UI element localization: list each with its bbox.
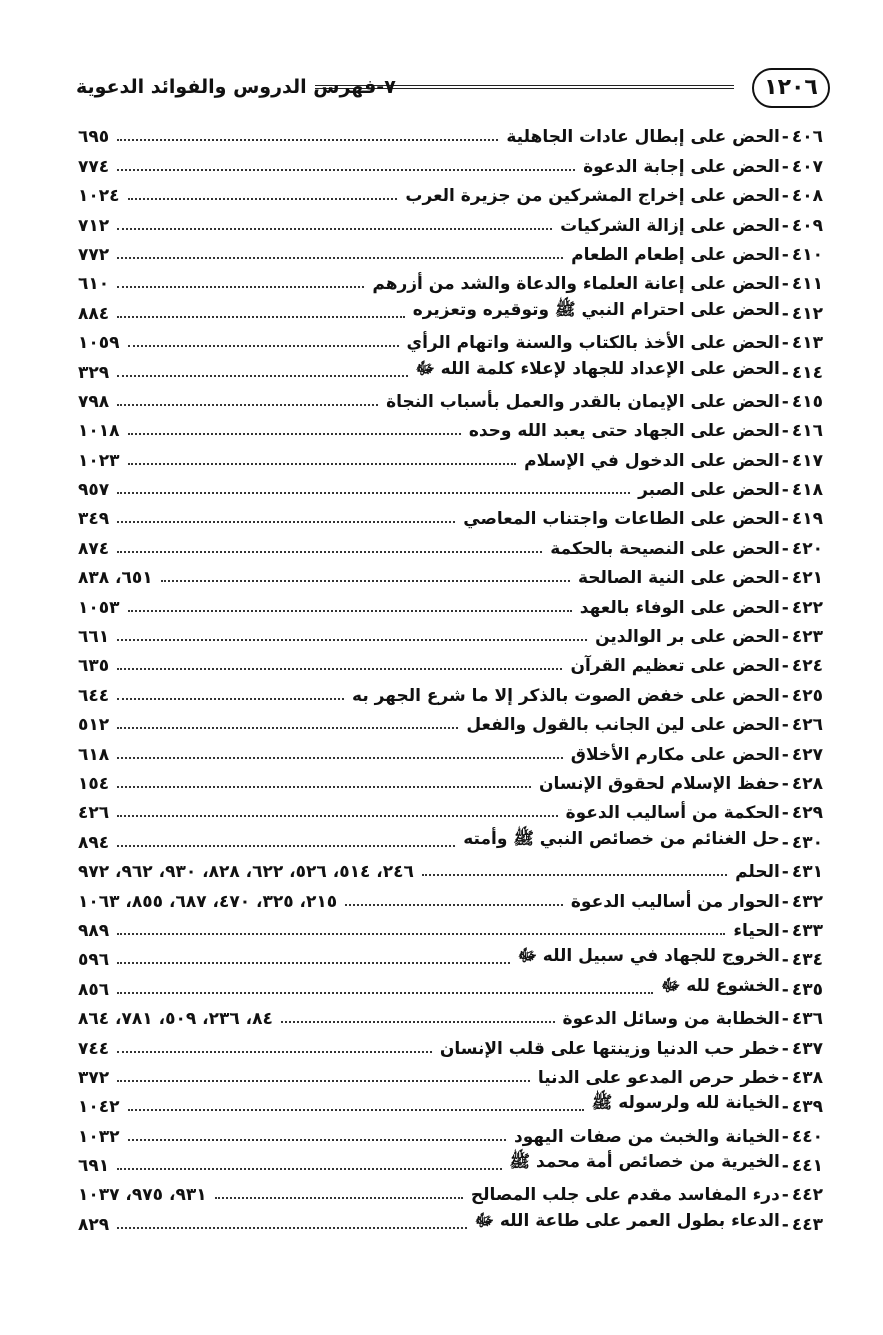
entry-title: حل الغنائم من خصائص النبي ﷺ وأمته <box>463 828 780 849</box>
entry-number: ٤٣٠ <box>791 832 823 853</box>
entry-dash: - <box>781 950 790 971</box>
entry-number: ٤٠٨ <box>791 186 823 207</box>
index-entry <box>78 529 823 558</box>
dot-leader <box>117 668 562 670</box>
entry-number: ٤٢٣ <box>791 627 823 648</box>
dot-leader <box>117 228 552 230</box>
entry-title: الحض على النصيحة بالحكمة <box>550 538 780 559</box>
entry-title: الحض على الوفاء بالعهد <box>579 597 780 618</box>
entry-dash: - <box>781 832 790 853</box>
entry-title: الحض على إجابة الدعوة <box>583 156 780 177</box>
dot-leader <box>117 962 510 964</box>
entry-dash: - <box>781 979 790 1000</box>
entry-title: الخيرية من خصائص أمة محمد ﷺ <box>509 1152 780 1173</box>
entry-dash: - <box>781 303 790 324</box>
entry-dash: - <box>781 1126 790 1147</box>
entry-page-numbers: ٧٩٨ <box>78 391 110 412</box>
dot-leader <box>215 1197 463 1199</box>
entry-page-numbers: ٦٩١ <box>78 1156 110 1177</box>
entry-number: ٤٢٥ <box>791 685 823 706</box>
entry-number: ٤٢٨ <box>791 773 823 794</box>
entry-page-numbers: ٥١٢ <box>78 715 110 736</box>
index-entry <box>78 1000 823 1029</box>
entry-title: الحض على تعظيم القرآن <box>570 656 780 677</box>
entry-page-numbers: ٨٢٩ <box>78 1214 110 1235</box>
dot-leader <box>128 198 398 200</box>
entry-number: ٤١٥ <box>791 391 823 412</box>
index-entry <box>78 941 823 970</box>
entry-dash: - <box>781 1185 790 1206</box>
entry-number: ٤١٧ <box>791 450 823 471</box>
entry-title: الحياء <box>733 920 780 941</box>
entry-dash: - <box>781 362 790 383</box>
entry-dash: - <box>781 274 790 295</box>
index-entry <box>78 1059 823 1088</box>
entry-title: الحض على إعانة العلماء والدعاة والشد من أزرهم <box>372 274 780 295</box>
entry-dash: - <box>781 1038 790 1059</box>
entry-page-numbers: ٤٢٦ <box>78 803 110 824</box>
index-entry <box>78 412 823 441</box>
index-entry <box>78 294 823 323</box>
entry-number: ٤١٨ <box>791 480 823 501</box>
index-entry <box>78 912 823 941</box>
dot-leader <box>117 815 557 817</box>
entry-page-numbers: ٦٣٥ <box>78 656 110 677</box>
index-entry <box>78 588 823 617</box>
dot-leader <box>422 874 727 876</box>
index-entry <box>78 147 823 176</box>
entry-page-numbers: ١٠١٨ <box>78 421 120 442</box>
entry-title: الخيانة لله ولرسوله ﷺ <box>591 1093 780 1114</box>
entry-number: ٤١١ <box>791 274 823 295</box>
entry-page-numbers: ٩٨٩ <box>78 920 110 941</box>
index-entry <box>78 1205 823 1234</box>
entry-page-numbers: ١٠٥٣ <box>78 597 120 618</box>
index-entry <box>78 853 823 882</box>
entry-title: الحض على خفض الصوت بالذكر إلا ما شرع الجهر به <box>352 685 780 706</box>
index-entry <box>78 882 823 911</box>
entry-title: الحض على الدخول في الإسلام <box>524 450 780 471</box>
entry-page-numbers: ١٠٢٣ <box>78 450 120 471</box>
entry-number: ٤٣٦ <box>791 1009 823 1030</box>
dot-leader <box>117 139 498 141</box>
dot-leader <box>128 433 461 435</box>
dot-leader <box>117 257 563 259</box>
entry-dash: - <box>781 215 790 236</box>
dot-leader <box>117 1080 530 1082</box>
index-entry <box>78 500 823 529</box>
entry-number: ٤٣٢ <box>791 891 823 912</box>
entry-page-numbers: ٨٥٦ <box>78 979 110 1000</box>
dot-leader <box>117 1168 501 1170</box>
entry-page-numbers: ٧٧٤ <box>78 156 110 177</box>
index-entry <box>78 177 823 206</box>
entry-page-numbers: ١٠٥٩ <box>78 333 120 354</box>
entry-title: الحوار من أساليب الدعوة <box>570 891 780 912</box>
entry-page-numbers: ٥٩٦ <box>78 950 110 971</box>
entry-page-numbers: ٢٤٦، ٥١٤، ٥٢٦، ٦٢٢، ٨٢٨، ٩٣٠، ٩٦٢، ٩٧٢ <box>78 862 414 883</box>
entry-page-numbers: ١٠٣٢ <box>78 1126 120 1147</box>
index-entry <box>78 1088 823 1117</box>
entry-number: ٤١٢ <box>791 303 823 324</box>
entry-title: الحض على النية الصالحة <box>577 568 780 589</box>
entry-number: ٤٣٨ <box>791 1067 823 1088</box>
entry-page-numbers: ٨٧٤ <box>78 538 110 559</box>
entry-dash: - <box>781 773 790 794</box>
entry-page-numbers: ٧٤٤ <box>78 1038 110 1059</box>
entry-dash: - <box>781 1009 790 1030</box>
entry-dash: - <box>781 1097 790 1118</box>
entry-page-numbers: ٩٣١، ٩٧٥، ١٠٣٧ <box>78 1185 207 1206</box>
entry-dash: - <box>781 715 790 736</box>
entry-dash: - <box>781 538 790 559</box>
entry-page-numbers: ٦٦١ <box>78 627 110 648</box>
entry-page-numbers: ٩٥٧ <box>78 480 110 501</box>
dot-leader <box>117 286 364 288</box>
dot-leader <box>117 551 542 553</box>
entry-title: الحض على مكارم الأخلاق <box>570 744 780 765</box>
entry-title: الحض على الصبر <box>638 480 780 501</box>
index-entry <box>78 618 823 647</box>
entry-title: الحض على الطاعات واجتناب المعاصي <box>463 509 780 530</box>
chapter-title: ٧-فهرس الدروس والفوائد الدعوية <box>76 76 396 98</box>
dot-leader <box>117 727 458 729</box>
entry-dash: - <box>781 421 790 442</box>
dot-leader <box>117 639 587 641</box>
entry-title: الحض على الجهاد حتى يعبد الله وحده <box>468 421 780 442</box>
entry-title: الحض على الإيمان بالقدر والعمل بأسباب النجاة <box>386 391 780 412</box>
entry-page-numbers: ٣٤٩ <box>78 509 110 530</box>
entry-page-numbers: ٦٩٥ <box>78 127 110 148</box>
dot-leader <box>117 786 531 788</box>
entry-page-numbers: ٣٢٩ <box>78 362 110 383</box>
entry-dash: - <box>781 333 790 354</box>
dot-leader <box>345 904 563 906</box>
index-entry <box>78 735 823 764</box>
entry-dash: - <box>781 891 790 912</box>
entry-number: ٤١٤ <box>791 362 823 383</box>
dot-leader <box>117 404 378 406</box>
entry-number: ٤١٣ <box>791 333 823 354</box>
entry-page-numbers: ١٠٢٤ <box>78 186 120 207</box>
entry-number: ٤٤٢ <box>791 1185 823 1206</box>
entry-page-numbers: ٨٤، ٢٣٦، ٥٠٩، ٧٨١، ٨٦٤ <box>78 1009 273 1030</box>
entry-page-numbers: ٨٨٤ <box>78 303 110 324</box>
entry-page-numbers: ٢١٥، ٣٢٥، ٤٧٠، ٦٨٧، ٨٥٥، ١٠٦٣ <box>78 891 338 912</box>
index-entry <box>78 1029 823 1058</box>
dot-leader <box>117 845 455 847</box>
entry-dash: - <box>781 1214 790 1235</box>
index-entry <box>78 676 823 705</box>
entry-title: الحض على إطعام الطعام <box>571 244 780 265</box>
entry-title: الحكمة من أساليب الدعوة <box>565 803 780 824</box>
entry-number: ٤٢٩ <box>791 803 823 824</box>
entry-number: ٤٣٩ <box>791 1097 823 1118</box>
index-entry <box>78 471 823 500</box>
entry-number: ٤٣١ <box>791 862 823 883</box>
index-entry <box>78 265 823 294</box>
entry-title: الحض على الأخذ بالكتاب والسنة واتهام الرأي <box>406 333 780 354</box>
entry-dash: - <box>781 803 790 824</box>
index-entry <box>78 353 823 382</box>
index-entry <box>78 118 823 147</box>
entry-page-numbers: ١٠٤٢ <box>78 1097 120 1118</box>
index-entry <box>78 823 823 852</box>
entry-title: درء المفاسد مقدم على جلب المصالح <box>470 1185 780 1206</box>
entry-dash: - <box>781 627 790 648</box>
entry-number: ٤٣٥ <box>791 979 823 1000</box>
index-entry <box>78 559 823 588</box>
dot-leader <box>281 1021 555 1023</box>
entry-number: ٤٢٦ <box>791 715 823 736</box>
dot-leader <box>161 580 570 582</box>
index-entry <box>78 236 823 265</box>
dot-leader <box>117 492 630 494</box>
entry-number: ٤٢٠ <box>791 538 823 559</box>
entry-number: ٤٢٤ <box>791 656 823 677</box>
entry-dash: - <box>781 391 790 412</box>
entry-dash: - <box>781 244 790 265</box>
entry-dash: - <box>781 156 790 177</box>
page-header <box>70 68 830 112</box>
entry-page-numbers: ٦١٠ <box>78 274 110 295</box>
index-entry <box>78 765 823 794</box>
dot-leader <box>117 375 407 377</box>
entry-title: الخروج للجهاد في سبيل الله ﷻ <box>517 946 780 967</box>
entry-title: الحض على إبطال عادات الجاهلية <box>506 127 780 148</box>
entry-title: الخيانة والخبث من صفات اليهود <box>513 1126 780 1147</box>
entry-title: الحض على احترام النبي ﷺ وتوقيره وتعزيره <box>412 299 780 320</box>
index-entry <box>78 206 823 235</box>
index-entry <box>78 647 823 676</box>
entry-dash: - <box>781 597 790 618</box>
entry-number: ٤٢١ <box>791 568 823 589</box>
entry-dash: - <box>781 509 790 530</box>
entry-title: الحض على إخراج المشركين من جزيرة العرب <box>405 186 780 207</box>
entry-title: الدعاء بطول العمر على طاعة الله ﷻ <box>474 1210 780 1231</box>
index-entries-list <box>78 118 823 1235</box>
index-entry <box>78 441 823 470</box>
index-entry <box>78 706 823 735</box>
entry-dash: - <box>781 656 790 677</box>
entry-number: ٤٢٧ <box>791 744 823 765</box>
entry-page-numbers: ٨٩٤ <box>78 832 110 853</box>
index-entry <box>78 970 823 999</box>
entry-title: خطر حب الدنيا وزينتها على قلب الإنسان <box>439 1038 780 1059</box>
dot-leader <box>117 316 405 318</box>
entry-title: الحض على لين الجانب بالقول والفعل <box>466 715 780 736</box>
entry-number: ٤١٠ <box>791 244 823 265</box>
entry-page-numbers: ٦٥١، ٨٣٨ <box>78 568 153 589</box>
entry-number: ٤٣٣ <box>791 920 823 941</box>
entry-page-numbers: ١٥٤ <box>78 773 110 794</box>
index-entry <box>78 794 823 823</box>
entry-dash: - <box>781 920 790 941</box>
entry-title: الحض على إزالة الشركيات <box>560 215 780 236</box>
dot-leader <box>128 610 572 612</box>
dot-leader <box>128 463 517 465</box>
entry-number: ٤٤١ <box>791 1156 823 1177</box>
entry-number: ٤١٦ <box>791 421 823 442</box>
entry-dash: - <box>781 480 790 501</box>
entry-title: الحض على بر الوالدين <box>595 627 780 648</box>
entry-number: ٤٠٦ <box>791 127 823 148</box>
dot-leader <box>117 933 725 935</box>
entry-dash: - <box>781 186 790 207</box>
entry-dash: - <box>781 450 790 471</box>
entry-title: الخشوع لله ﷻ <box>661 975 780 996</box>
index-entry <box>78 1176 823 1205</box>
entry-number: ٤٢٢ <box>791 597 823 618</box>
entry-page-numbers: ٧٧٢ <box>78 244 110 265</box>
entry-title: الخطابة من وسائل الدعوة <box>562 1009 780 1030</box>
entry-dash: - <box>781 685 790 706</box>
dot-leader <box>117 1227 467 1229</box>
page-number-badge: ١٢٠٦ <box>752 68 830 108</box>
entry-number: ٤٠٩ <box>791 215 823 236</box>
entry-page-numbers: ٦٤٤ <box>78 685 110 706</box>
entry-page-numbers: ٣٧٢ <box>78 1067 110 1088</box>
entry-dash: - <box>781 1067 790 1088</box>
index-entry <box>78 324 823 353</box>
entry-number: ٤٤٠ <box>791 1126 823 1147</box>
dot-leader <box>117 992 653 994</box>
dot-leader <box>128 1109 584 1111</box>
entry-dash: - <box>781 568 790 589</box>
entry-page-numbers: ٧١٢ <box>78 215 110 236</box>
entry-dash: - <box>781 1156 790 1177</box>
index-entry <box>78 1117 823 1146</box>
dot-leader <box>117 1051 432 1053</box>
entry-number: ٤١٩ <box>791 509 823 530</box>
index-entry <box>78 1147 823 1176</box>
entry-number: ٤٣٧ <box>791 1038 823 1059</box>
entry-title: خطر حرص المدعو على الدنيا <box>537 1067 780 1088</box>
dot-leader <box>117 169 575 171</box>
dot-leader <box>128 345 399 347</box>
dot-leader <box>117 698 344 700</box>
entry-number: ٤٠٧ <box>791 156 823 177</box>
entry-dash: - <box>781 127 790 148</box>
dot-leader <box>117 521 455 523</box>
entry-page-numbers: ٦١٨ <box>78 744 110 765</box>
dot-leader <box>117 757 563 759</box>
entry-title: الحلم <box>735 862 780 883</box>
entry-number: ٤٣٤ <box>791 950 823 971</box>
entry-dash: - <box>781 862 790 883</box>
entry-number: ٤٤٣ <box>791 1214 823 1235</box>
index-entry <box>78 383 823 412</box>
dot-leader <box>128 1139 506 1141</box>
entry-title: حفظ الإسلام لحقوق الإنسان <box>538 773 780 794</box>
entry-title: الحض على الإعداد للجهاد لإعلاء كلمة الله ﷻ <box>415 358 780 379</box>
entry-dash: - <box>781 744 790 765</box>
